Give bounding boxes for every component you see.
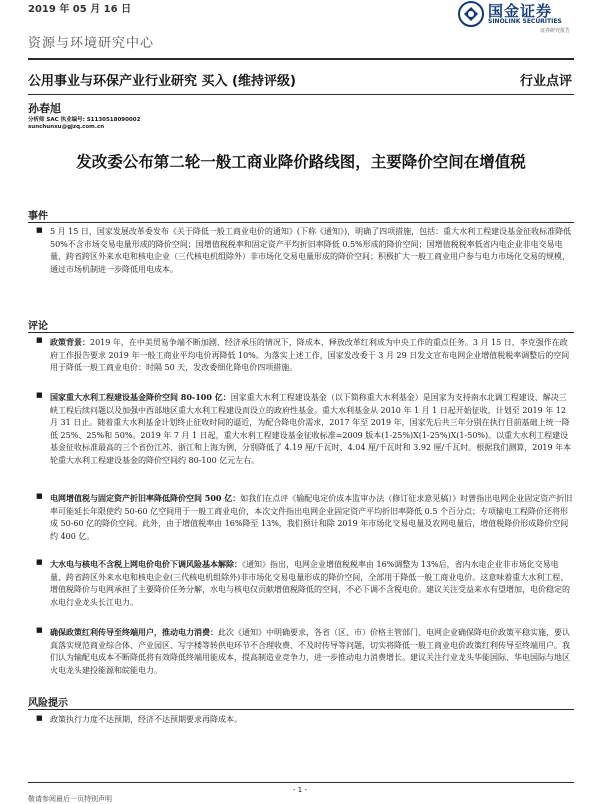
sinolink-logo-icon — [458, 1, 484, 27]
department-name: 资源与环境研究中心 — [28, 36, 155, 51]
subheader-divider — [28, 94, 574, 95]
bullet-text: 2019 年，在中美贸易争端不断加剧、经济承压的情况下，降成本、释放改革红利成为中央工作的重点任务。3 月 15 日，李克强作在政府工作报告要求 2019 年一般工商业平均电价再降低 10%。为落实上述工作，国家发改委于 3 月 29 日发文宣布电网企业增值税税率调整后的空间用于降低一般工商业电价：时隔 50 天，发改委细化降电价四项措施。 — [50, 338, 570, 372]
review-bullet-item — [36, 626, 574, 677]
bullet-icon: ■ — [36, 558, 43, 566]
bullet-lead: 确保政策红利传导至终端用户，推动电力消费： — [50, 627, 218, 637]
section-heading-risk: 风险提示 — [28, 698, 68, 709]
risk-text: 政策执行力度不达预期，经济不达预期要求再降成本。 — [50, 715, 242, 724]
bullet-lead: 政策背景： — [50, 337, 90, 347]
bullet-text: 此次《通知》中明确要求，各省（区、市）价格主管部门、电网企业确保降电价政策平稳实施，要认真落实规范商业综合体、产业园区、写字楼等转供电环节不合理收费、不及时传导等问题，切实将降低一般工商业电价政策红利传导至终端用户。我们认为输配电成本不断降低将有效降低终端用能成本，提高制造业竞争力，进一步推动电力消费增长。建议关注行业龙头华能国际、华电国际与地区火电龙头建投能源和皖能电力。 — [50, 628, 570, 675]
footer-divider — [28, 782, 574, 783]
header-divider — [28, 58, 574, 60]
review-bullet-item — [36, 558, 574, 609]
review-bullet-item — [36, 492, 574, 543]
bullet-text: 《通知》指出，电网企业增值税税率由 16%调整为 13%后，省内水电企业非市场化交易电量、跨省跨区外来水电和核电企业(三代核电机组除外)非市场化交易电量形成的降价空间，全部用于降低一般工商业电价。这意味着重大水利工程、增值税降价与电网承担了主要降价任务分解，水电与核电仅贡献增值税降低的空间，不必下调不含税电价。建议关注受益来水有望增加，电价稳定的水电行业龙头长江电力。 — [50, 560, 570, 607]
bullet-icon: ■ — [36, 626, 43, 634]
bullet-icon: ■ — [36, 336, 43, 344]
bullet-icon: ■ — [36, 391, 43, 399]
report-type: 行业点评 — [519, 74, 572, 89]
logo-subtitle: 证券研究报告 — [540, 28, 571, 34]
review-bullet-item — [36, 391, 574, 467]
author-email[interactable]: sunchunxu@gjzq.com.cn — [28, 124, 105, 130]
author-name: 孙春旭 — [28, 102, 61, 115]
bullet-text: 国家重大水利工程建设基金（以下简称重大水利基金）是国家为支持南水北调工程建设、解决三峡工程后续问题以及加强中西部地区重大水利工程建设而设立的政府性基金。重大水利基金从 2010 年 1 月 1 日起开始征收，计划至 2019 年 12 月 31 日止。随着重大水利基金计划终止征收时间的逼近，为配合降电价需求，2017 年至 2019 年，国家先后共三年分别在执行目前基础上统一降低 25%、25%和 50%。2019 年 7 月 1 日起，重大水利工程建设基金征收标准=2009 版本(1-25%)X(1-25%)X(1-50%)。以重大水利工程建设基金征收标准最高的三个省份江苏、浙江和上海为例，分别降低了 4.19 厘/千瓦时、4.04 厘/千瓦时和 3.92 厘/千瓦时。根据我们测算，2019 年本轮重大水利工程建设基金的降价空间约 80-100 亿元左右。 — [50, 393, 572, 465]
event-paragraph — [36, 226, 574, 276]
bullet-lead: 大水电与核电不含税上网电价电价下调风险基本解除： — [50, 559, 242, 569]
section-heading-review: 评论 — [28, 321, 48, 332]
report-date: 2019 年 05 月 16 日 — [28, 4, 132, 15]
report-title: 发改委公布第二轮一般工商业降价路线图，主要降价空间在增值税 — [76, 152, 526, 171]
bullet-text: 如我们在点评《输配电定价成本监审办法（修订征求意见稿）》时曾指出电网企业固定资产折旧率可能延长年限使约 50-60 亿空间用于一般工商业电价，本次文件指出电网企业固定资产平均折旧率降低 0.5 个百分点；专项输电工程降价还将形成 50-60 亿的降价空间。此外，由于增值税率由 16%降至 13%，我们预计和除 2019 年市场化交易电量及农网电量后，增值税降价形成降价空间约 400 亿。 — [50, 494, 573, 541]
bullet-icon: ■ — [36, 492, 43, 500]
section-heading-event: 事件 — [28, 211, 48, 222]
logo-chinese-text: 国金证券 — [488, 2, 553, 20]
event-text: 5 月 15 日，国家发展改革委发布《关于降低一般工商业电价的通知》(下称《通知》)，明确了四项措施，包括：重大水利工程建设基金征收标准降低 50%不含市场交易电量形成的降价空间；国增值税税率和固定资产平均折旧率降低 0.5%形成的降价空间；国增值税税率低省内电企业非电交易电量、跨省跨区外来水电和核电企业（三代核电机组除外）非市场化交易电量形成的降价空间；积极扩大一般工商业用户参与电力市场化交易的规模，通过市场机制进一步降低用电成本。 — [50, 227, 572, 274]
section-divider — [28, 332, 574, 333]
section-divider — [28, 709, 574, 710]
section-divider — [28, 222, 574, 223]
footer-disclaimer: 敬请参阅最后一页特别声明 — [28, 795, 112, 803]
risk-paragraph — [36, 714, 574, 727]
author-certification: 分析师 SAC 执业编号: S1130518090002 — [28, 117, 141, 123]
sinolink-logo — [458, 0, 598, 36]
logo-english-text: SINOLINK SECURITIES — [488, 18, 562, 25]
bullet-lead: 国家重大水利工程建设基金降价空间 80-100 亿： — [50, 392, 231, 402]
review-bullet-item — [36, 336, 574, 375]
bullet-icon: ■ — [36, 714, 43, 722]
bullet-lead: 电网增值税与固定资产折旧率降低降价空间 500 亿： — [50, 493, 241, 503]
bullet-icon: ■ — [36, 226, 43, 234]
page-number: - 1 - — [293, 786, 307, 794]
industry-rating: 公用事业与环保产业行业研究 买入 (维持评级) — [28, 74, 296, 89]
